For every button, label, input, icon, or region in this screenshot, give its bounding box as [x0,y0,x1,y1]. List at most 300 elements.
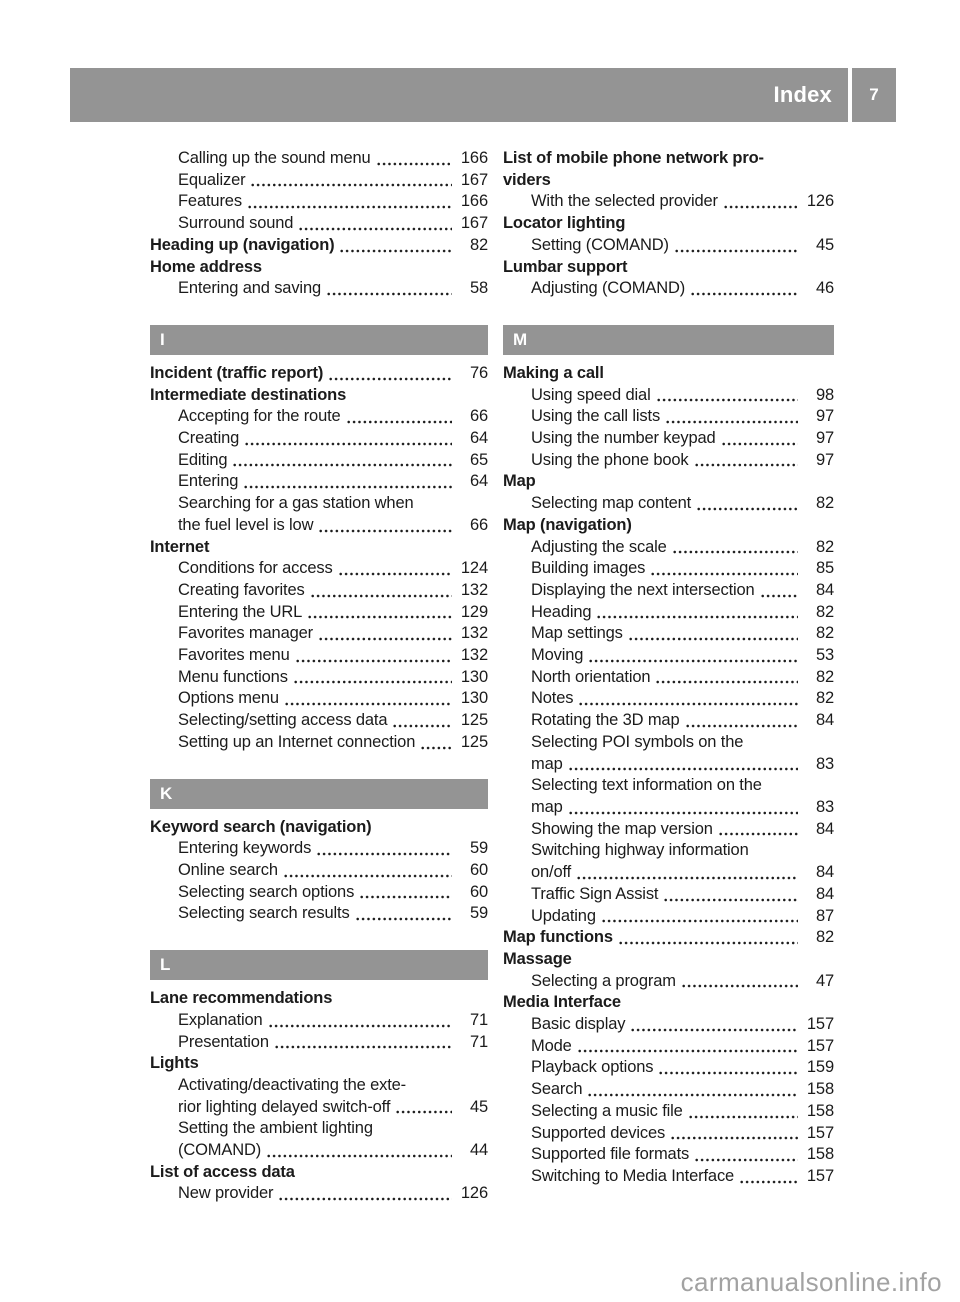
index-entry-label: Online search [178,860,278,879]
index-entry [150,191,488,213]
index-entry [503,1014,834,1036]
page-ref: 82 [815,624,834,643]
page-ref: 166 [460,192,488,211]
index-entry-label: Lumbar support [503,257,628,276]
dot-leader [395,1097,452,1119]
page-ref: 126 [460,1184,488,1203]
index-entry [503,775,834,797]
dot-leader [655,667,798,689]
index-entry-label: Rotating the 3D map [531,711,680,730]
index-entry-label: Using the call lists [531,407,661,426]
index-entry [150,1183,488,1205]
index-entry-label: Playback options [531,1058,654,1077]
dot-leader [318,515,452,537]
dot-leader [293,667,452,689]
dot-leader [760,580,798,602]
page-ref: 130 [460,689,488,708]
page-ref: 84 [815,863,834,882]
index-entry [150,257,488,279]
header-title: Index [773,82,832,107]
page-ref: 82 [815,537,834,556]
page-ref: 53 [815,646,834,665]
page-ref: 97 [815,407,834,426]
index-entry-label: Accepting for the route [178,407,341,426]
page-ref: 84 [815,711,834,730]
index-entry-label: Favorites manager [178,624,314,643]
index-entry-label: Equalizer [178,170,246,189]
index-entry [503,732,834,754]
index-entry-label: Map (navigation) [503,515,632,534]
dot-leader [718,819,798,841]
index-column-left [150,148,488,1205]
watermark: carmanualsonline.info [680,1267,942,1297]
index-entry-label: Home address [150,257,262,276]
page-ref: 157 [806,1123,834,1142]
page-ref: 82 [815,667,834,686]
page-ref: 167 [460,170,488,189]
index-entry-label: Creating [178,429,240,448]
index-entry-label: Calling up the sound menu [178,149,371,167]
index-entry-label: Internet [150,537,210,556]
index-entry [503,515,834,537]
index-entry [503,363,834,385]
page-ref: 132 [460,624,488,643]
dot-leader [359,882,452,904]
index-entry [503,992,834,1014]
index-entry [503,428,834,450]
page-ref: 157 [806,1166,834,1185]
page-ref: 65 [469,450,488,469]
index-entry [503,797,834,819]
page-ref: 97 [815,429,834,448]
dot-leader [295,645,452,667]
index-entry-label: Using the number keypad [531,429,716,448]
dot-leader [721,428,798,450]
index-entry [150,558,488,580]
dot-leader [685,710,799,732]
index-entry-label: Map settings [531,624,623,643]
index-entry [503,754,834,776]
dot-leader [630,1014,798,1036]
dot-leader [628,623,798,645]
index-entry [150,1140,488,1162]
index-entry-label: Selecting/setting access data [178,711,388,730]
index-entry-label: Activating/deactivating the exte- [178,1075,407,1094]
dot-leader [694,1144,798,1166]
page-ref: 132 [460,580,488,599]
index-entry [150,623,488,645]
index-entry [150,838,488,860]
page-ref: 97 [815,450,834,469]
index-entry [503,450,834,472]
dot-leader [318,623,452,645]
index-entry [503,170,834,192]
index-entry-label: Setting the ambient lighting [178,1119,373,1138]
index-entry-label: Explanation [178,1010,263,1029]
index-entry [503,688,834,710]
index-entry [150,406,488,428]
dot-leader [355,903,452,925]
dot-leader [268,1010,452,1032]
dot-leader [601,906,798,928]
section-letter: L [160,955,171,975]
page-ref: 83 [815,797,834,816]
dot-leader [250,170,452,192]
index-entry [503,623,834,645]
index-entry [503,1101,834,1123]
index-entry-label: Searching for a gas station when [178,494,414,513]
index-entry [503,1144,834,1166]
page-ref: 58 [469,279,488,298]
dot-leader [656,385,798,407]
index-entry [150,493,488,515]
dot-leader [588,645,798,667]
index-entry-label: Building images [531,559,646,578]
index-entry-label: Heading up (navigation) [150,235,335,254]
index-entry-label: Selecting text information on the [531,776,762,795]
page-ref: 158 [806,1145,834,1164]
index-entry-label: North orientation [531,667,651,686]
index-entry-label: Map [503,472,536,491]
index-entry-label: Using speed dial [531,385,651,404]
index-entry-label: Selecting search results [178,904,350,923]
index-entry-label: Supported devices [531,1123,666,1142]
index-entry-label: Entering the URL [178,602,303,621]
dot-leader [316,838,452,860]
page-ref: 59 [469,839,488,858]
section-header-M [503,325,834,355]
section-header-I [150,325,488,355]
index-entry [150,213,488,235]
section-header-L [150,950,488,980]
page-ref: 87 [815,906,834,925]
index-entry [150,1053,488,1075]
index-entry-label: Notes [531,689,574,708]
index-entry [503,862,834,884]
index-entry-label: Adjusting (COMAND) [531,279,686,298]
index-entry [503,1166,834,1188]
dot-leader [723,191,798,213]
index-entry [503,819,834,841]
index-entry [150,363,488,385]
index-entry-label: Selecting POI symbols on the [531,732,744,751]
index-entry-label: Media Interface [503,993,621,1012]
dot-leader [690,278,798,300]
index-column-right [503,148,834,1188]
dot-leader [577,1036,798,1058]
index-entry-label: Switching to Media Interface [531,1166,735,1185]
index-entry-label: Features [178,192,242,211]
page-ref: 157 [806,1015,834,1034]
dot-leader [247,191,452,213]
dot-leader [232,450,452,472]
dot-leader [346,406,452,428]
index-entry-label: Entering keywords [178,839,312,858]
index-entry [150,385,488,407]
index-entry-label: Mode [531,1036,572,1055]
page-ref: 45 [469,1097,488,1116]
index-entry-label: List of access data [150,1162,295,1181]
dot-leader [266,1140,452,1162]
index-entry-label: Selecting a program [531,971,676,990]
index-entry [150,428,488,450]
section-header-K [150,779,488,809]
index-entry [503,278,834,300]
index-entry-label: viders [503,170,551,189]
dot-leader [694,450,798,472]
index-entry [150,602,488,624]
index-entry-label: Entering and saving [178,279,321,298]
index-entry-label: Updating [531,906,596,925]
page-ref: 82 [815,928,834,947]
index-entry-label: Setting up an Internet connection [178,732,416,751]
index-entry [503,257,834,279]
index-entry-label: Making a call [503,363,604,382]
dot-leader [672,537,798,559]
index-entry-label: Basic display [531,1015,626,1034]
page-ref: 82 [815,494,834,513]
index-entry-label: Creating favorites [178,580,305,599]
index-entry [503,235,834,257]
dot-leader [284,688,452,710]
index-entry [503,971,834,993]
index-entry-label: Traffic Sign Assist [531,884,659,903]
page-ref: 125 [460,732,488,751]
page-ref: 60 [469,882,488,901]
dot-leader [658,1057,798,1079]
page-number: 7 [869,85,879,104]
index-entry [150,860,488,882]
dot-leader [696,493,798,515]
index-entry [150,1118,488,1140]
page-ref: 59 [469,904,488,923]
index-entry-label: map [531,797,563,816]
page-ref: 166 [460,149,488,167]
index-entry [503,1057,834,1079]
index-entry-label: Incident (traffic report) [150,363,324,382]
index-entry [150,817,488,839]
index-entry-label: (COMAND) [178,1141,262,1160]
dot-leader [274,1032,452,1054]
index-entry [150,1162,488,1184]
header-bar [70,68,848,122]
index-entry-label: Presentation [178,1032,269,1051]
dot-leader [576,862,798,884]
dot-leader [244,428,452,450]
index-entry [503,580,834,602]
index-entry-label: Lights [150,1054,199,1073]
index-entry [150,710,488,732]
dot-leader [307,602,452,624]
index-entry [503,1123,834,1145]
index-entry [150,170,488,192]
dot-leader [650,558,798,580]
dot-leader [665,406,798,428]
index-entry-label: Selecting a music file [531,1101,683,1120]
page-ref: 159 [806,1058,834,1077]
index-entry-label: map [531,754,563,773]
page-ref: 46 [815,279,834,298]
section-letter: K [160,783,173,803]
page-ref: 76 [469,363,488,382]
dot-leader [587,1079,798,1101]
index-entry [150,471,488,493]
index-entry-label: Conditions for access [178,559,333,578]
index-entry [503,949,834,971]
index-entry [150,1097,488,1119]
dot-leader [283,860,452,882]
dot-leader [681,971,798,993]
index-entry [503,840,834,862]
index-entry [150,450,488,472]
index-entry [503,213,834,235]
index-entry-label: Intermediate destinations [150,385,347,404]
dot-leader [338,558,452,580]
index-entry [503,602,834,624]
index-entry [150,1010,488,1032]
page-ref: 167 [460,214,488,233]
page-ref: 45 [815,235,834,254]
index-entry-label: Favorites menu [178,646,290,665]
index-entry [503,558,834,580]
dot-leader [670,1123,798,1145]
index-entry [150,988,488,1010]
index-entry [150,148,488,170]
index-entry [150,667,488,689]
page-ref: 126 [806,192,834,211]
index-entry-label: With the selected provider [531,192,718,211]
index-entry-label: Map functions [503,928,613,947]
page-ref: 82 [815,602,834,621]
dot-leader [310,580,452,602]
page-ref: 64 [469,429,488,448]
index-entry [150,537,488,559]
page-ref: 47 [815,971,834,990]
page-ref: 157 [806,1036,834,1055]
index-entry [503,148,834,170]
dot-leader [243,471,452,493]
page-ref: 64 [469,472,488,491]
index-entry [503,385,834,407]
page-ref: 84 [815,884,834,903]
index-entry-label: Entering [178,472,239,491]
page-ref: 158 [806,1101,834,1120]
index-entry [150,882,488,904]
index-entry [503,1036,834,1058]
section-letter: M [513,329,528,349]
dot-leader [688,1101,798,1123]
index-entry-label: Supported file formats [531,1145,690,1164]
index-entry [150,1032,488,1054]
dot-leader [618,927,798,949]
dot-leader [328,363,452,385]
index-entry-label: Selecting search options [178,882,355,901]
page-ref: 82 [469,235,488,254]
index-entry [503,537,834,559]
page-ref: 129 [460,602,488,621]
page-ref: 66 [469,407,488,426]
dot-leader [298,213,452,235]
index-entry-label: Showing the map version [531,819,713,838]
dot-leader [663,884,798,906]
index-entry [503,906,834,928]
dot-leader [568,754,798,776]
index-entry [503,406,834,428]
index-entry-label: Menu functions [178,667,288,686]
index-entry-label: Lane recommendations [150,989,333,1008]
index-entry-label: on/off [531,863,572,882]
dot-leader [420,732,452,754]
index-entry [503,927,834,949]
page-ref: 84 [815,819,834,838]
index-entry-label: Displaying the next intersection [531,580,755,599]
index-entry [503,710,834,732]
index-entry-label: Using the phone book [531,450,689,469]
index-entry [503,493,834,515]
index-entry-label: Setting (COMAND) [531,235,669,254]
index-entry-label: Surround sound [178,214,294,233]
index-entry-label: Options menu [178,689,279,708]
index-entry [503,1079,834,1101]
dot-leader [596,602,798,624]
index-entry [150,235,488,257]
index-entry-label: List of mobile phone network pro- [503,149,764,167]
section-letter: I [160,329,165,349]
page-ref: 84 [815,580,834,599]
index-entry [150,515,488,537]
index-entry [503,191,834,213]
dot-leader [739,1166,798,1188]
dot-leader [578,688,798,710]
index-entry-label: Editing [178,450,228,469]
index-entry [150,732,488,754]
page-ref: 85 [815,559,834,578]
index-entry-label: Locator lighting [503,214,626,233]
index-entry-label: the fuel level is low [178,515,314,534]
index-entry [503,884,834,906]
index-entry [150,1075,488,1097]
index-entry-label: Keyword search (navigation) [150,817,372,836]
dot-leader [568,797,798,819]
page-ref: 98 [815,385,834,404]
index-entry-label: Heading [531,602,592,621]
index-entry [503,471,834,493]
page-ref: 60 [469,860,488,879]
index-entry-label: rior lighting delayed switch-off [178,1097,391,1116]
page-ref: 158 [806,1080,834,1099]
index-entry [150,903,488,925]
page-ref: 83 [815,754,834,773]
index-entry [503,645,834,667]
index-entry-label: Moving [531,646,584,665]
dot-leader [278,1183,452,1205]
index-entry [150,580,488,602]
dot-leader [674,235,798,257]
page-ref: 71 [469,1010,488,1029]
page-ref: 66 [469,515,488,534]
dot-leader [326,278,452,300]
page-ref: 71 [469,1032,488,1051]
index-entry [150,645,488,667]
page-ref: 125 [460,711,488,730]
page-ref: 124 [460,559,488,578]
dot-leader [392,710,452,732]
index-entry-label: New provider [178,1184,274,1203]
index-entry [150,688,488,710]
index-entry-label: Switching highway information [531,841,749,860]
page-ref: 44 [469,1141,488,1160]
index-entry-label: Adjusting the scale [531,537,667,556]
